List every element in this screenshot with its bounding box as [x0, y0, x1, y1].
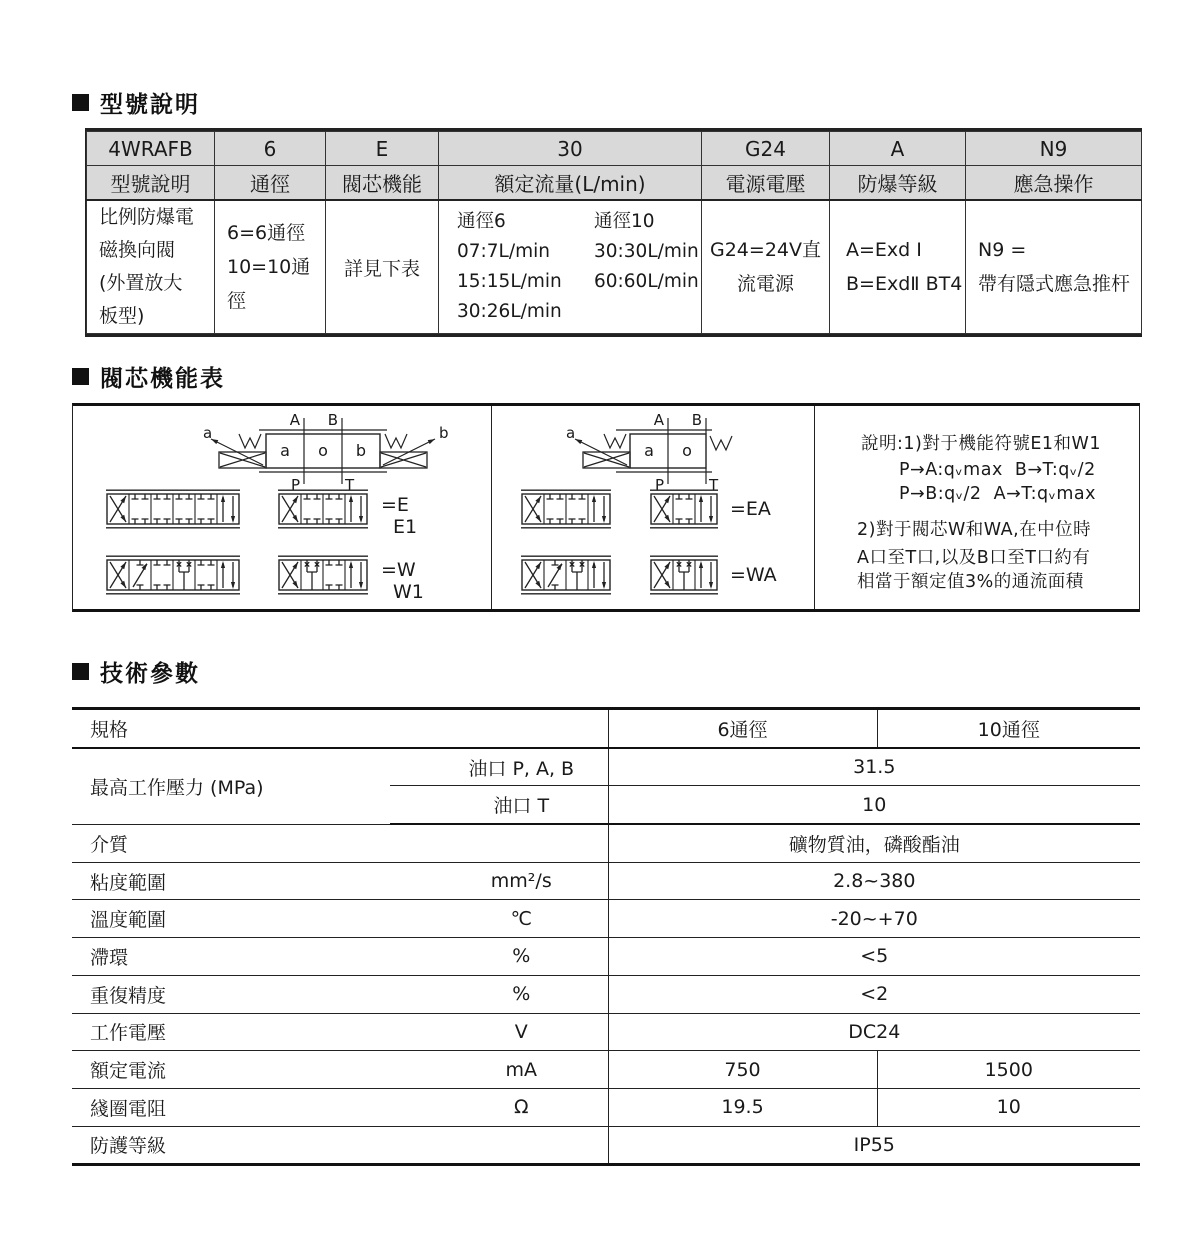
box-a-label: a — [280, 441, 290, 460]
header-cell: 電源電壓 — [702, 166, 830, 201]
tech-row — [72, 1051, 1140, 1089]
tech-row — [72, 938, 1140, 976]
spool-function-table — [72, 403, 1140, 612]
port-P-label: P — [654, 476, 664, 492]
flow-col-size10: 通徑10 30:30L/min 60:60L/min — [594, 211, 699, 292]
param-label: 重復精度 — [72, 975, 390, 1013]
header-cell: 防爆等級 — [830, 166, 966, 201]
header-cell: 6通徑 — [608, 710, 877, 748]
spool-code-e1: E1 — [393, 516, 418, 538]
section-title-text: 閥芯機能表 — [100, 366, 225, 392]
solenoid-b-label: b — [439, 424, 449, 442]
explosion-proof-cell: A=Exd Ⅰ B=ExdⅡ BT4 — [830, 200, 966, 334]
model-body-row — [87, 200, 1142, 334]
port-B-label: B — [691, 411, 702, 429]
spool-symbol-wa-long — [521, 555, 611, 595]
spool-symbol-e-short — [278, 489, 368, 529]
spool-ref-cell: 詳見下表 — [326, 200, 439, 334]
param-label: 粘度範圍 — [72, 862, 390, 900]
param-label: 介質 — [72, 824, 608, 862]
param-unit: ℃ — [390, 900, 608, 938]
valve-actuation-diagram-3pos — [201, 408, 451, 492]
spool-symbol-wa-short — [650, 555, 718, 595]
param-unit: % — [390, 975, 608, 1013]
code-cell: 6 — [215, 132, 326, 166]
header-cell: 應急操作 — [966, 166, 1142, 201]
param-value: 10 — [608, 786, 1140, 824]
note-line: A口至T口,以及B口至T口約有 — [857, 548, 1091, 568]
spool-symbol-w-short — [278, 555, 368, 595]
param-unit: mA — [390, 1051, 608, 1089]
spool-symbol-ea-short — [650, 489, 718, 529]
tech-params-table — [72, 707, 1140, 1166]
param-unit: 油口 T — [390, 786, 608, 824]
param-label: 滯環 — [72, 938, 390, 976]
header-cell: 規格 — [72, 710, 608, 748]
model-code-row — [87, 132, 1142, 166]
tech-row — [72, 824, 1140, 862]
code-cell: A — [830, 132, 966, 166]
param-value-6: 750 — [608, 1051, 877, 1089]
code-cell: 30 — [439, 132, 702, 166]
box-a-label: a — [644, 441, 654, 460]
spool-code-wa: =WA — [730, 564, 777, 586]
spool-symbol-e-long — [106, 489, 240, 529]
section-bullet-icon — [72, 94, 89, 111]
spool-code-ea: =EA — [730, 498, 771, 520]
param-unit: V — [390, 1013, 608, 1051]
header-cell: 閥芯機能 — [326, 166, 439, 201]
param-value-10: 10 — [877, 1088, 1140, 1126]
tech-row — [72, 748, 1140, 786]
section-title-model — [72, 86, 200, 119]
voltage-cell: G24=24V直 流電源 — [702, 200, 830, 334]
param-value: <2 — [608, 975, 1140, 1013]
param-value-6: 19.5 — [608, 1088, 877, 1126]
header-cell: 通徑 — [215, 166, 326, 201]
model-label-row — [87, 166, 1142, 201]
tech-row — [72, 1126, 1140, 1163]
emergency-cell: N9 = 帶有隱式應急推杆 — [966, 200, 1142, 334]
param-label: 最高工作壓力 (MPa) — [72, 748, 390, 824]
tech-row — [72, 900, 1140, 938]
spool-symbol-w-long — [106, 555, 240, 595]
code-cell: 4WRAFB — [87, 132, 215, 166]
param-value: DC24 — [608, 1013, 1140, 1051]
param-value: 礦物質油，磷酸酯油 — [608, 824, 1140, 862]
tech-row — [72, 862, 1140, 900]
param-unit: % — [390, 938, 608, 976]
param-value-10: 1500 — [877, 1051, 1140, 1089]
note-line: 說明:1)對于機能符號E1和W1 — [861, 434, 1101, 454]
section-title-spool — [72, 360, 225, 393]
spool-code-w1: W1 — [393, 581, 424, 603]
tech-row — [72, 975, 1140, 1013]
solenoid-a-label: a — [203, 424, 213, 442]
code-cell: E — [326, 132, 439, 166]
param-label: 溫度範圍 — [72, 900, 390, 938]
tech-header-row — [72, 710, 1140, 748]
section-bullet-icon — [72, 663, 89, 680]
param-unit: Ω — [390, 1088, 608, 1126]
size-options-cell: 6=6通徑 10=10通徑 — [215, 200, 326, 334]
spool-code-e: =E — [381, 494, 409, 516]
box-b-label: b — [355, 441, 367, 460]
port-A-label: A — [653, 411, 664, 429]
valve-description-cell: 比例防爆電磁換向閥(外置放大板型) — [87, 200, 215, 334]
param-label: 工作電壓 — [72, 1013, 390, 1051]
note-line: P→A:qᵥmax B→T:qᵥ/2 — [899, 460, 1096, 480]
param-label: 額定電流 — [72, 1051, 390, 1089]
section-bullet-icon — [72, 368, 89, 385]
tech-row — [72, 1088, 1140, 1126]
note-line: P→B:qᵥ/2 A→T:qᵥmax — [899, 484, 1097, 504]
flow-rate-cell — [439, 200, 702, 334]
param-value: <5 — [608, 938, 1140, 976]
param-unit: mm²/s — [390, 862, 608, 900]
header-cell: 10通徑 — [877, 710, 1140, 748]
box-o-label: o — [682, 441, 692, 460]
spool-notes-panel — [815, 406, 1141, 609]
spring-icon — [710, 436, 732, 450]
param-value: IP55 — [608, 1126, 1140, 1163]
section-title-text: 技術參數 — [100, 661, 200, 687]
spring-icon — [385, 434, 407, 448]
solenoid-a-label: a — [566, 424, 576, 442]
note-line: 相當于額定值3%的通流面積 — [857, 572, 1084, 592]
spring-icon — [604, 434, 626, 448]
header-cell: 額定流量(L/min) — [439, 166, 702, 201]
tech-row — [72, 1013, 1140, 1051]
valve-actuation-diagram-2pos — [560, 408, 775, 492]
param-label: 綫圈電阻 — [72, 1088, 390, 1126]
spring-icon — [239, 434, 261, 448]
flow-col-size6: 通徑6 07:7L/min 15:15L/min 30:26L/min — [457, 211, 562, 322]
spool-code-w: =W — [381, 559, 416, 581]
port-P-label: P — [290, 476, 300, 492]
param-value: 31.5 — [608, 748, 1140, 786]
param-value: -20~+70 — [608, 900, 1140, 938]
param-label: 防護等級 — [90, 1135, 167, 1158]
section-title-tech — [72, 655, 200, 688]
port-A-label: A — [289, 411, 300, 429]
code-cell: N9 — [966, 132, 1142, 166]
section-title-text: 型號說明 — [100, 92, 200, 118]
port-B-label: B — [327, 411, 338, 429]
param-value: 2.8~380 — [608, 862, 1140, 900]
spool-symbol-ea-long — [521, 489, 611, 529]
spool-panel-3pos — [73, 406, 492, 609]
box-o-label: o — [318, 441, 328, 460]
param-unit: 油口 P, A, B — [390, 748, 608, 786]
code-cell: G24 — [702, 132, 830, 166]
port-T-label: T — [345, 476, 355, 492]
model-code-table — [85, 128, 1142, 337]
header-cell: 型號說明 — [87, 166, 215, 201]
port-T-label: T — [709, 476, 719, 492]
spool-panel-2pos — [492, 406, 815, 609]
note-line: 2)對于閥芯W和WA,在中位時 — [857, 520, 1092, 540]
